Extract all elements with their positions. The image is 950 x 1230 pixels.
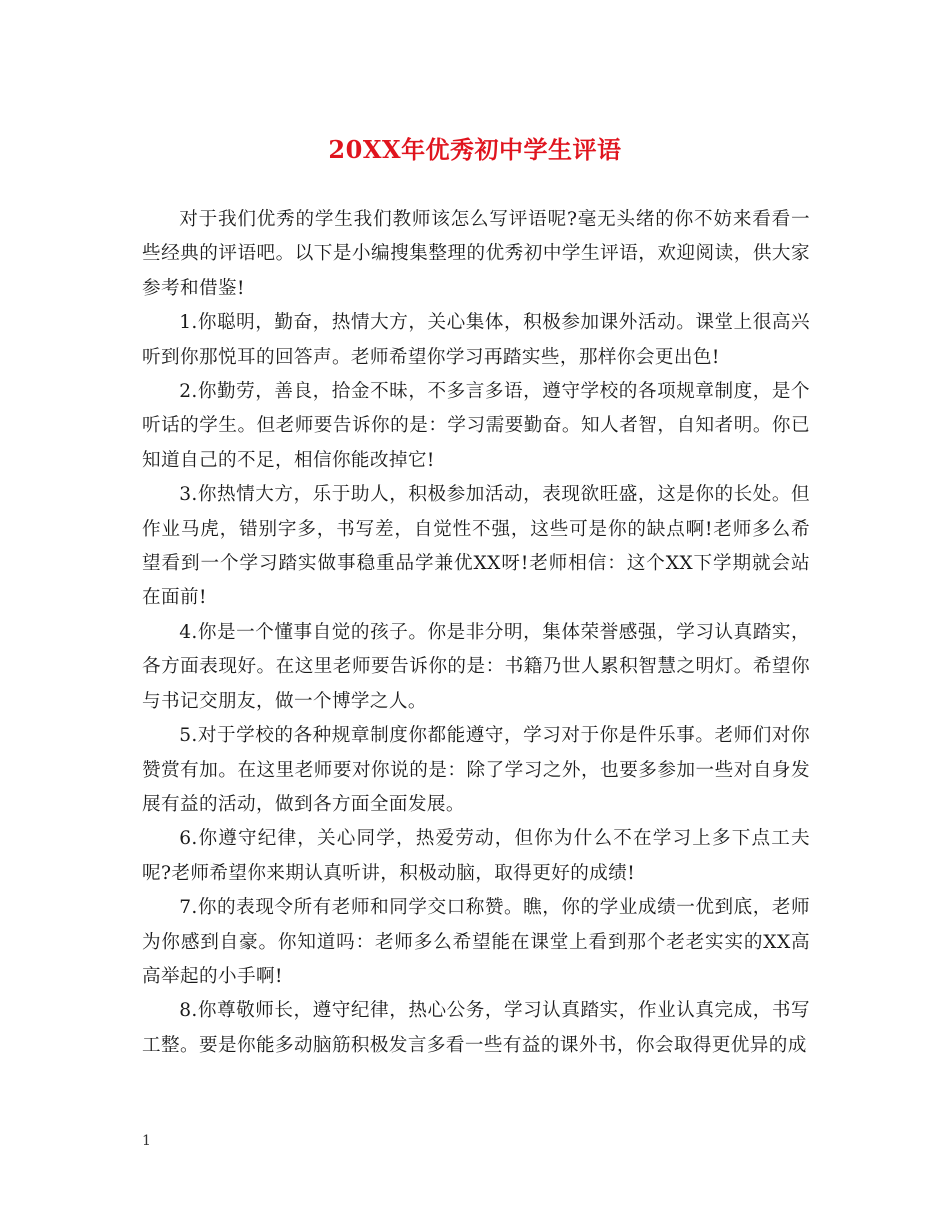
comment-paragraph-7: 7.你的表现令所有老师和同学交口称赞。瞧，你的学业成绩一优到底，老师为你感到自豪。你知道吗：老师多么希望能在课堂上看到那个老老实实的XX高高举起的小手啊! [142, 897, 810, 987]
intro-paragraph: 对于我们优秀的学生我们教师该怎么写评语呢?毫无头绪的你不妨来看看一些经典的评语吧。以下是小编搜集整理的优秀初中学生评语，欢迎阅读，供大家参考和借鉴! [142, 209, 810, 299]
document-title: 20XX年优秀初中学生评语 [328, 135, 622, 164]
comment-paragraph-1: 1.你聪明，勤奋，热情大方，关心集体，积极参加课外活动。课堂上很高兴听到你那悦耳的回答声。老师希望你学习再踏实些，那样你会更出色! [142, 312, 810, 368]
page-number: 1 [142, 1133, 151, 1149]
comment-paragraph-2: 2.你勤劳，善良，拾金不昧，不多言多语，遵守学校的各项规章制度，是个听话的学生。但老师要告诉你的是：学习需要勤奋。知人者智，自知者明。你已知道自己的不足，相信你能改掉它! [142, 381, 810, 471]
document-body [142, 203, 810, 1063]
comment-paragraph-8: 8.你尊敬师长，遵守纪律，热心公务，学习认真踏实，作业认真完成，书写工整。要是你能多动脑筋积极发言多看一些有益的课外书，你会取得更优异的成 [142, 1000, 810, 1056]
comment-paragraph-6: 6.你遵守纪律，关心同学，热爱劳动，但你为什么不在学习上多下点工夫呢?老师希望你来期认真听讲，积极动脑，取得更好的成绩! [142, 828, 810, 884]
comment-paragraph-3: 3.你热情大方，乐于助人，积极参加活动，表现欲旺盛，这是你的长处。但作业马虎，错别字多，书写差，自觉性不强，这些可是你的缺点啊!老师多么希望看到一个学习踏实做事稳重品学兼优XX呀!老师相信：这个XX下学期就会站在面前! [142, 484, 810, 609]
comment-paragraph-4: 4.你是一个懂事自觉的孩子。你是非分明，集体荣誉感强，学习认真踏实，各方面表现好。在这里老师要告诉你的是：书籍乃世人累积智慧之明灯。希望你与书记交朋友，做一个博学之人。 [142, 621, 810, 712]
comment-paragraph-5: 5.对于学校的各种规章制度你都能遵守，学习对于你是件乐事。老师们对你赞赏有加。在这里老师要对你说的是：除了学习之外，也要多参加一些对自身发展有益的活动，做到各方面全面发展。 [142, 725, 810, 815]
